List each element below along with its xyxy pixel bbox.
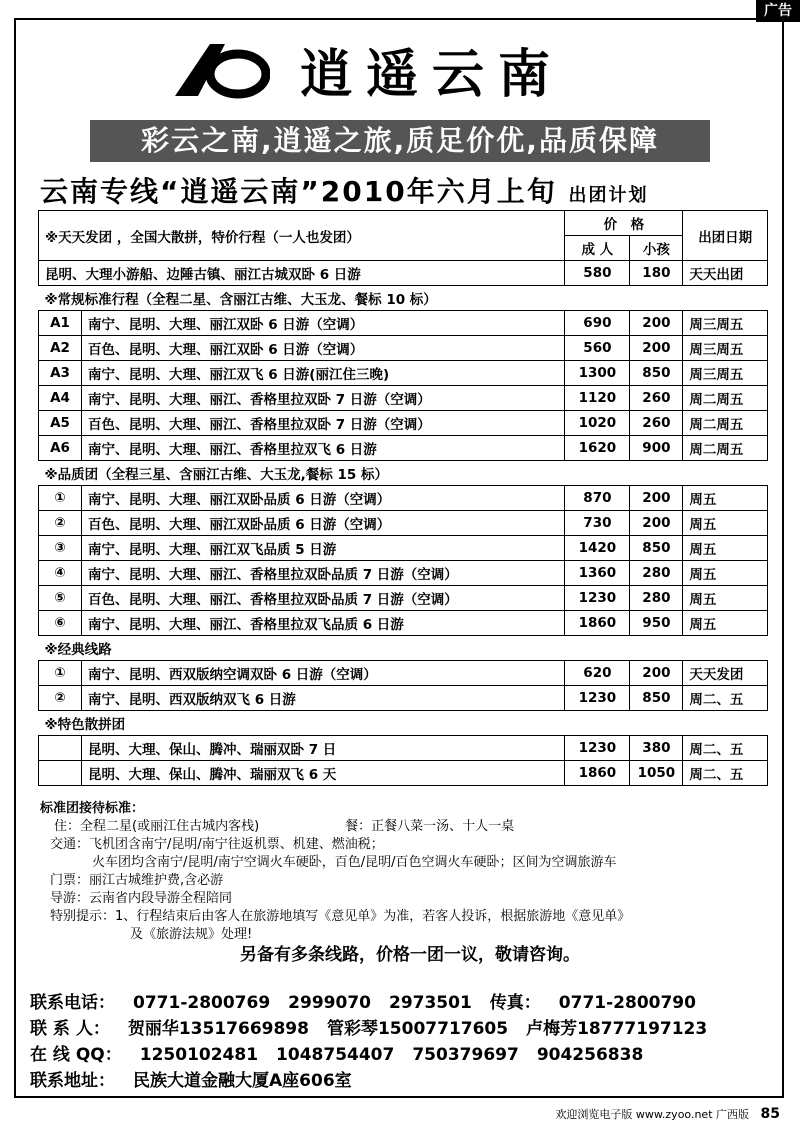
phone-label: 联系电话： <box>30 993 115 1013</box>
adult-price: 1860 <box>565 761 630 786</box>
departure-date: 周五 <box>683 561 768 586</box>
child-price: 260 <box>630 386 683 411</box>
contact-person-row <box>30 1016 790 1042</box>
notes-special2: 及《旅游法规》处理! <box>130 927 253 942</box>
table-row <box>39 336 768 361</box>
qq-2: 1048754407 <box>276 1045 395 1065</box>
route-code: ③ <box>39 536 82 561</box>
child-price: 200 <box>630 486 683 511</box>
route-cell: 南宁、昆明、大理、丽江、香格里拉双飞 6 日游 <box>82 436 565 461</box>
route-cell: 南宁、昆明、大理、丽江双卧 6 日游（空调） <box>82 311 565 336</box>
table-row <box>39 261 768 286</box>
notes-title: 标准团接待标准： <box>40 801 145 816</box>
route-cell: 昆明、大理、保山、腾冲、瑞丽双卧 7 日 <box>82 736 565 761</box>
departure-date: 周二、五 <box>683 686 768 711</box>
notes-lodging: 住：全程二星(或丽江住古城内客栈) <box>54 819 260 834</box>
child-price: 850 <box>630 686 683 711</box>
footer-edition: 广西版 <box>716 1108 750 1121</box>
page-number: 85 <box>760 1106 780 1122</box>
table-row <box>39 511 768 536</box>
table-row <box>39 761 768 786</box>
address-label: 联系地址： <box>30 1071 115 1091</box>
table-row <box>39 586 768 611</box>
child-price: 180 <box>630 261 683 286</box>
section-title-row <box>39 711 768 736</box>
route-cell: 昆明、大理、保山、腾冲、瑞丽双飞 6 天 <box>82 761 565 786</box>
brand-logo <box>170 24 620 114</box>
adult-price: 1420 <box>565 536 630 561</box>
route-cell: 南宁、昆明、大理、丽江双卧品质 6 日游（空调） <box>82 486 565 511</box>
table-row <box>39 686 768 711</box>
adult-price: 1020 <box>565 411 630 436</box>
child-price: 850 <box>630 361 683 386</box>
ad-tag: 广告 <box>756 0 800 22</box>
departure-date: 周二周五 <box>683 411 768 436</box>
route-cell: 南宁、昆明、大理、丽江双飞品质 5 日游 <box>82 536 565 561</box>
departure-date: 周五 <box>683 511 768 536</box>
standards-notes <box>40 800 780 964</box>
contact-qq-row <box>30 1042 790 1068</box>
child-price: 900 <box>630 436 683 461</box>
title-suffix: 出团计划 <box>568 185 649 206</box>
adult-price: 730 <box>565 511 630 536</box>
route-cell: 百色、昆明、大理、丽江、香格里拉双卧 7 日游（空调） <box>82 411 565 436</box>
adult-price: 1300 <box>565 361 630 386</box>
brand-mark-icon <box>170 34 270 104</box>
route-cell: 南宁、昆明、大理、丽江双飞 6 日游(丽江住三晚) <box>82 361 565 386</box>
route-cell: 昆明、大理小游船、边陲古镇、丽江古城双卧 6 日游 <box>39 261 565 286</box>
fax-label: 传真： <box>489 993 541 1013</box>
adult-price: 1860 <box>565 611 630 636</box>
route-code: A5 <box>39 411 82 436</box>
header-price: 价 格 <box>565 211 683 236</box>
header-child: 小孩 <box>630 236 683 261</box>
section-title: ※特色散拼团 <box>39 711 768 736</box>
person-2: 管彩琴15007717605 <box>326 1019 509 1039</box>
section-title-row <box>39 636 768 661</box>
adult-price: 1230 <box>565 736 630 761</box>
phone-2: 2999070 <box>288 993 371 1013</box>
qq-3: 750379697 <box>412 1045 519 1065</box>
notes-guide: 导游：云南省内段导游全程陪同 <box>50 891 233 906</box>
header-first: ※天天发团 ，全国大散拼，特价行程（一人也发团） <box>39 211 565 261</box>
route-code: A2 <box>39 336 82 361</box>
adult-price: 690 <box>565 311 630 336</box>
page-title <box>40 170 780 210</box>
notes-meal: 餐：正餐八菜一汤、十人一桌 <box>345 819 515 834</box>
departure-date: 周五 <box>683 486 768 511</box>
child-price: 200 <box>630 311 683 336</box>
notes-closing: 另备有多条线路，价格一团一议，敬请咨询。 <box>240 945 580 965</box>
child-price: 200 <box>630 661 683 686</box>
departure-date: 周三周五 <box>683 361 768 386</box>
departure-date: 周五 <box>683 536 768 561</box>
contact-phone-row <box>30 990 790 1016</box>
child-price: 950 <box>630 611 683 636</box>
contact-address-row <box>30 1068 790 1094</box>
route-code: ② <box>39 511 82 536</box>
table-row <box>39 311 768 336</box>
departure-date: 周五 <box>683 611 768 636</box>
departure-date: 周五 <box>683 586 768 611</box>
table-row <box>39 561 768 586</box>
child-price: 280 <box>630 586 683 611</box>
table-header-row <box>39 211 768 236</box>
route-code: A1 <box>39 311 82 336</box>
child-price: 280 <box>630 561 683 586</box>
route-code: ① <box>39 661 82 686</box>
child-price: 1050 <box>630 761 683 786</box>
person-3: 卢梅芳18777197123 <box>526 1019 708 1039</box>
departure-date: 周三周五 <box>683 311 768 336</box>
departure-date: 周二、五 <box>683 736 768 761</box>
table-row <box>39 736 768 761</box>
route-code: ⑤ <box>39 586 82 611</box>
table-row <box>39 411 768 436</box>
adult-price: 1620 <box>565 436 630 461</box>
phone-3: 2973501 <box>388 993 472 1013</box>
person-1: 贺丽华13517669898 <box>127 1019 309 1039</box>
table-row <box>39 661 768 686</box>
qq-4: 904256838 <box>536 1045 644 1065</box>
qq-1: 1250102481 <box>139 1045 259 1065</box>
route-code: ② <box>39 686 82 711</box>
adult-price: 580 <box>565 261 630 286</box>
slogan-banner: 彩云之南,逍遥之旅,质足价优,品质保障 <box>90 120 710 162</box>
fax-number: 0771-2800790 <box>558 993 696 1013</box>
table-row <box>39 361 768 386</box>
price-table <box>38 210 768 786</box>
table-row <box>39 536 768 561</box>
notes-transport2: 火车团均含南宁/昆明/南宁空调火车硬卧，百色/昆明/百色空调火车硬卧；区间为空调旅游车 <box>92 855 617 870</box>
adult-price: 620 <box>565 661 630 686</box>
header-adult: 成 人 <box>565 236 630 261</box>
departure-date: 周二周五 <box>683 436 768 461</box>
route-cell: 百色、昆明、大理、丽江双卧 6 日游（空调） <box>82 336 565 361</box>
route-cell: 南宁、昆明、大理、丽江、香格里拉双飞品质 6 日游 <box>82 611 565 636</box>
route-cell: 南宁、昆明、西双版纳双飞 6 日游 <box>82 686 565 711</box>
route-cell: 百色、昆明、大理、丽江双卧品质 6 日游（空调） <box>82 511 565 536</box>
child-price: 380 <box>630 736 683 761</box>
section-title: ※常规标准行程（全程二星、含丽江古维、大玉龙、餐标 10 标） <box>39 286 768 311</box>
departure-date: 周二、五 <box>683 761 768 786</box>
notes-special1: 特别提示：1、行程结束后由客人在旅游地填写《意见单》为准，若客人投诉，根据旅游地《意见单》 <box>50 909 631 924</box>
adult-price: 1120 <box>565 386 630 411</box>
adult-price: 560 <box>565 336 630 361</box>
route-cell: 南宁、昆明、西双版纳空调双卧 6 日游（空调） <box>82 661 565 686</box>
route-code <box>39 761 82 786</box>
child-price: 200 <box>630 336 683 361</box>
table-row <box>39 611 768 636</box>
route-cell: 百色、昆明、大理、丽江、香格里拉双卧品质 7 日游（空调） <box>82 586 565 611</box>
route-code <box>39 736 82 761</box>
notes-transport1: 交通：飞机团含南宁/昆明/南宁往返机票、机建、燃油税； <box>50 837 384 852</box>
header-date: 出团日期 <box>683 211 768 261</box>
qq-label: 在 线 QQ： <box>30 1045 122 1065</box>
departure-date: 天天发团 <box>683 661 768 686</box>
contact-block <box>30 990 790 1094</box>
adult-price: 870 <box>565 486 630 511</box>
route-code: ① <box>39 486 82 511</box>
departure-date: 天天出团 <box>683 261 768 286</box>
person-label: 联 系 人： <box>30 1019 110 1039</box>
departure-date: 周二周五 <box>683 386 768 411</box>
route-code: A6 <box>39 436 82 461</box>
section-title-row <box>39 286 768 311</box>
title-main: 云南专线“逍遥云南”2010年六月上旬 <box>40 175 557 208</box>
section-title: ※品质团（全程三星、含丽江古维、大玉龙,餐标 15 标） <box>39 461 768 486</box>
footer-text: 欢迎浏览电子版 www.zyoo.net <box>555 1108 713 1121</box>
child-price: 850 <box>630 536 683 561</box>
address-value: 民族大道金融大厦A座606室 <box>133 1071 352 1091</box>
section-title: ※经典线路 <box>39 636 768 661</box>
route-code: ④ <box>39 561 82 586</box>
route-cell: 南宁、昆明、大理、丽江、香格里拉双卧 7 日游（空调） <box>82 386 565 411</box>
notes-tickets: 门票：丽江古城维护费,含必游 <box>50 873 224 888</box>
brand-name: 逍遥云南 <box>300 43 565 105</box>
table-row <box>39 436 768 461</box>
phone-1: 0771-2800769 <box>133 993 271 1013</box>
departure-date: 周三周五 <box>683 336 768 361</box>
table-row <box>39 486 768 511</box>
adult-price: 1360 <box>565 561 630 586</box>
page-footer <box>555 1106 780 1122</box>
route-code: A4 <box>39 386 82 411</box>
adult-price: 1230 <box>565 586 630 611</box>
child-price: 200 <box>630 511 683 536</box>
table-row <box>39 386 768 411</box>
child-price: 260 <box>630 411 683 436</box>
route-code: A3 <box>39 361 82 386</box>
route-code: ⑥ <box>39 611 82 636</box>
adult-price: 1230 <box>565 686 630 711</box>
route-cell: 南宁、昆明、大理、丽江、香格里拉双卧品质 7 日游（空调） <box>82 561 565 586</box>
section-title-row <box>39 461 768 486</box>
